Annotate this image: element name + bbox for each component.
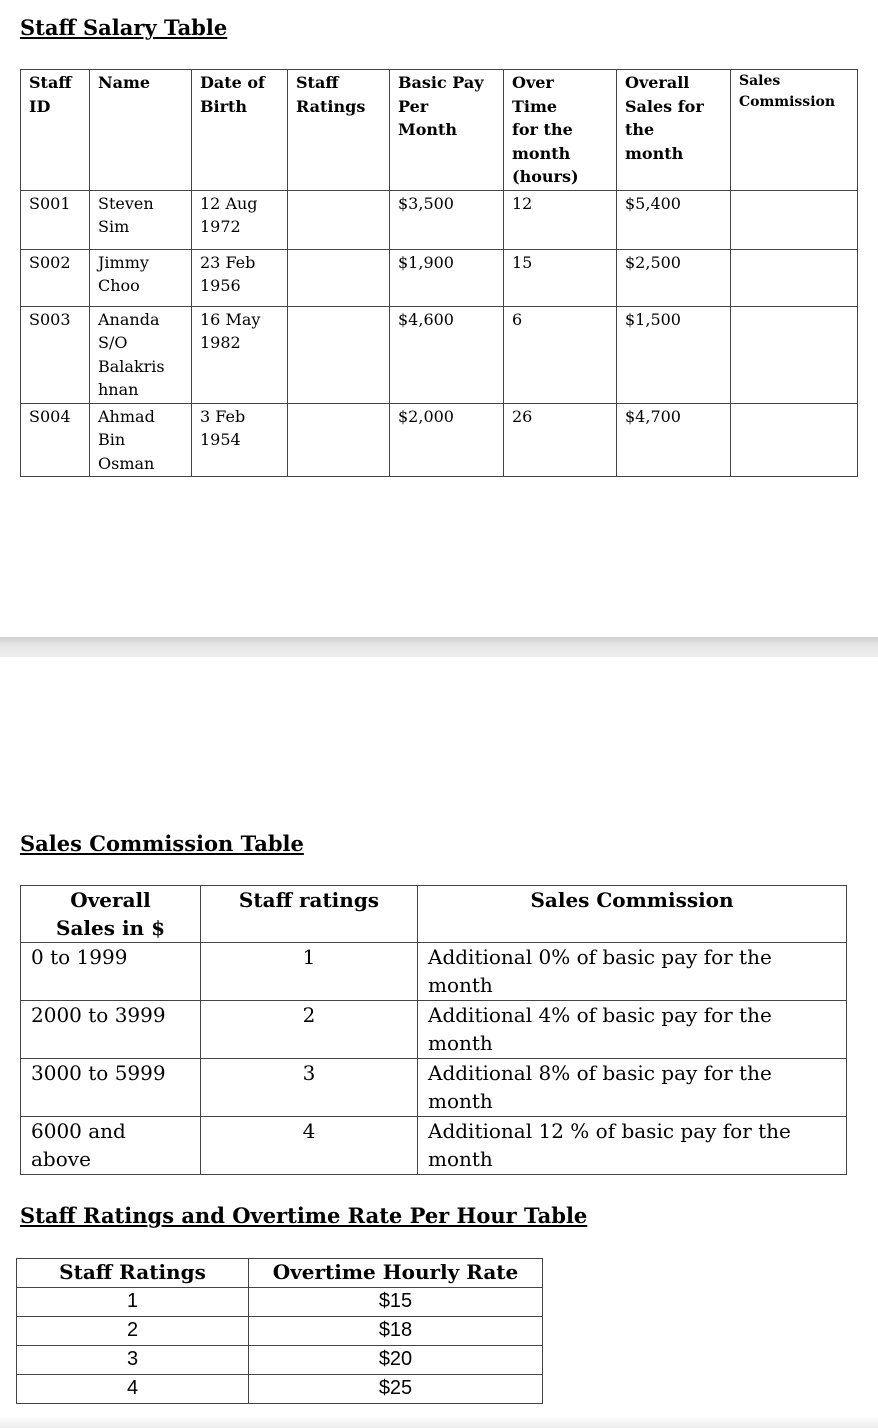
header-overtime-hours: Over Time for the month (hours) <box>504 70 617 191</box>
header-date-of-birth: Date of Birth <box>192 70 288 191</box>
table-row <box>21 190 858 249</box>
staff-id-cell: S001 <box>21 190 90 249</box>
commission-text-cell: Additional 4% of basic pay for the month <box>418 1001 847 1059</box>
commission-cell <box>731 249 858 306</box>
rating-cell: 3 <box>17 1346 249 1375</box>
overtime-cell: 12 <box>504 190 617 249</box>
sales-cell: $2,500 <box>617 249 731 306</box>
sales-range-cell: 6000 and above <box>21 1117 201 1175</box>
rate-cell: $25 <box>249 1375 543 1404</box>
bottom-shadow <box>0 1416 878 1428</box>
rate-cell: $20 <box>249 1346 543 1375</box>
header-staff-id: Staff ID <box>21 70 90 191</box>
rate-cell: $18 <box>249 1317 543 1346</box>
name-cell: Ananda S/O Balakris hnan <box>90 306 192 403</box>
header-overall-sales: Overall Sales in $ <box>21 886 201 943</box>
commission-cell <box>731 403 858 477</box>
rating-cell: 2 <box>17 1317 249 1346</box>
sales-range-cell: 3000 to 5999 <box>21 1059 201 1117</box>
commission-text-cell: Additional 12 % of basic pay for the month <box>418 1117 847 1175</box>
header-overall-sales: Overall Sales for the month <box>617 70 731 191</box>
overtime-cell: 26 <box>504 403 617 477</box>
sales-range-cell: 2000 to 3999 <box>21 1001 201 1059</box>
rating-cell: 2 <box>201 1001 418 1059</box>
table-row <box>21 1059 847 1117</box>
rating-cell: 4 <box>201 1117 418 1175</box>
staff-salary-table <box>20 69 858 477</box>
header-staff-ratings: Staff ratings <box>201 886 418 943</box>
header-sales-commission: Sales Commission <box>731 70 858 191</box>
overtime-header-row <box>17 1259 543 1288</box>
dob-cell: 16 May 1982 <box>192 306 288 403</box>
rate-cell: $15 <box>249 1288 543 1317</box>
staff-id-cell: S004 <box>21 403 90 477</box>
salary-header-row <box>21 70 858 191</box>
name-cell: Steven Sim <box>90 190 192 249</box>
sales-commission-table <box>20 885 847 1175</box>
header-name: Name <box>90 70 192 191</box>
commission-text-cell: Additional 8% of basic pay for the month <box>418 1059 847 1117</box>
commission-cell <box>731 306 858 403</box>
table-row <box>17 1346 543 1375</box>
table-row <box>21 249 858 306</box>
ratings-cell <box>288 306 390 403</box>
staff-id-cell: S003 <box>21 306 90 403</box>
table-row <box>17 1375 543 1404</box>
overtime-cell: 15 <box>504 249 617 306</box>
commission-header-row <box>21 886 847 943</box>
page-separator <box>0 637 878 657</box>
dob-cell: 12 Aug 1972 <box>192 190 288 249</box>
dob-cell: 3 Feb 1954 <box>192 403 288 477</box>
rating-cell: 1 <box>201 943 418 1001</box>
header-staff-ratings: Staff Ratings <box>288 70 390 191</box>
commission-cell <box>731 190 858 249</box>
overtime-rate-title: Staff Ratings and Overtime Rate Per Hour Table <box>20 1203 588 1228</box>
header-overtime-rate: Overtime Hourly Rate <box>249 1259 543 1288</box>
basic-pay-cell: $3,500 <box>390 190 504 249</box>
table-row <box>17 1317 543 1346</box>
staff-id-cell: S002 <box>21 249 90 306</box>
rating-cell: 1 <box>17 1288 249 1317</box>
rating-cell: 3 <box>201 1059 418 1117</box>
header-staff-ratings: Staff Ratings <box>17 1259 249 1288</box>
header-basic-pay: Basic Pay Per Month <box>390 70 504 191</box>
sales-cell: $4,700 <box>617 403 731 477</box>
table-row <box>17 1288 543 1317</box>
table-row <box>21 1001 847 1059</box>
sales-cell: $1,500 <box>617 306 731 403</box>
basic-pay-cell: $2,000 <box>390 403 504 477</box>
ratings-cell <box>288 249 390 306</box>
ratings-cell <box>288 403 390 477</box>
overtime-cell: 6 <box>504 306 617 403</box>
table-row <box>21 306 858 403</box>
commission-text-cell: Additional 0% of basic pay for the month <box>418 943 847 1001</box>
name-cell: Ahmad Bin Osman <box>90 403 192 477</box>
overtime-rate-table <box>16 1258 543 1404</box>
table-row <box>21 1117 847 1175</box>
basic-pay-cell: $1,900 <box>390 249 504 306</box>
staff-salary-title: Staff Salary Table <box>20 15 228 40</box>
ratings-cell <box>288 190 390 249</box>
sales-commission-title: Sales Commission Table <box>20 831 304 856</box>
table-row <box>21 943 847 1001</box>
sales-cell: $5,400 <box>617 190 731 249</box>
header-sales-commission: Sales Commission <box>418 886 847 943</box>
sales-range-cell: 0 to 1999 <box>21 943 201 1001</box>
name-cell: Jimmy Choo <box>90 249 192 306</box>
basic-pay-cell: $4,600 <box>390 306 504 403</box>
dob-cell: 23 Feb 1956 <box>192 249 288 306</box>
rating-cell: 4 <box>17 1375 249 1404</box>
table-row <box>21 403 858 477</box>
